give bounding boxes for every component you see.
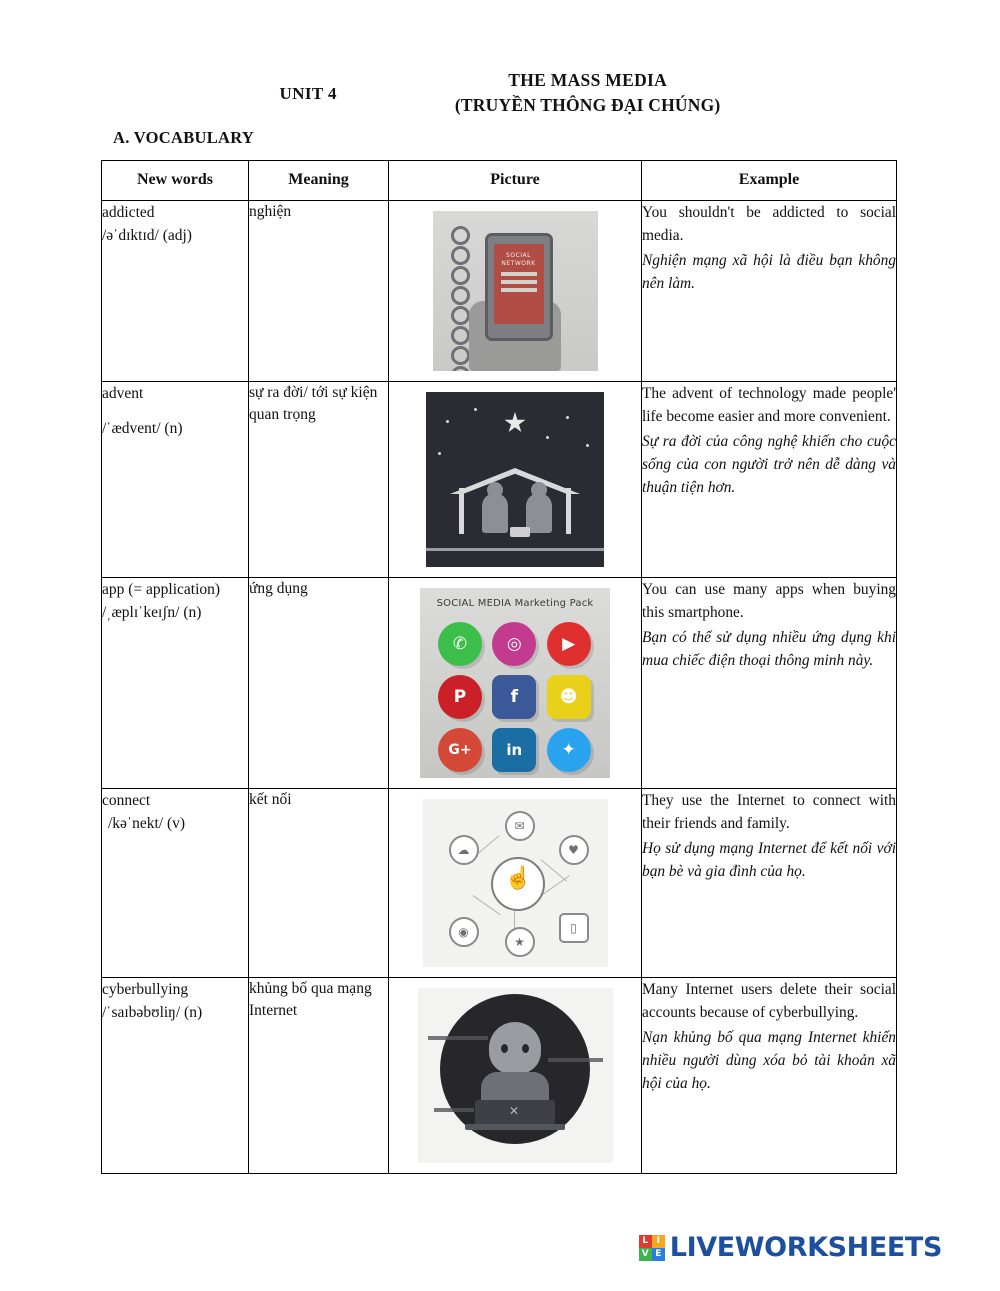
- twitter-icon: ✦: [547, 728, 591, 772]
- example-cell-app: [642, 578, 897, 789]
- page-title: [455, 68, 721, 119]
- cloud-node-icon: ☁: [449, 835, 479, 865]
- word-text: addicted: [102, 204, 155, 221]
- column-header-new-words: New words: [102, 161, 249, 201]
- word-text: advent: [102, 385, 144, 402]
- table-header-row: [102, 161, 897, 201]
- title-vietnamese: (TRUYỀN THÔNG ĐẠI CHÚNG): [454, 95, 721, 116]
- example-cell-advent: [642, 382, 897, 578]
- badge-letter-l: L: [639, 1235, 652, 1248]
- addicted-picture: [433, 211, 598, 371]
- example-vietnamese: Nghiện mạng xã hội là điều bạn không nên làm.: [642, 252, 896, 293]
- table-row: [102, 382, 897, 578]
- word-cell-addicted: [102, 201, 249, 382]
- linkedin-icon: in: [492, 728, 536, 772]
- location-node-icon: ◉: [449, 917, 479, 947]
- section-heading: A. VOCABULARY: [113, 128, 255, 147]
- example-vietnamese: Nạn khủng bố qua mạng Internet khiến nhiều người dùng xóa bỏ tài khoản xã hội của họ.: [642, 1029, 896, 1093]
- figure-right: [526, 493, 552, 533]
- table-row: [102, 789, 897, 978]
- device-node-icon: ▯: [559, 913, 589, 943]
- example-vietnamese: Bạn có thể sử dụng nhiều ứng dụng khi mua chiếc điện thoại thông minh này.: [642, 629, 896, 670]
- crib-shape: [510, 527, 530, 537]
- whatsapp-icon: ✆: [438, 622, 482, 666]
- app-picture: [420, 588, 610, 778]
- badge-letter-e: E: [652, 1248, 665, 1261]
- word-cell-cyberbullying: [102, 978, 249, 1174]
- picture-cell-advent: [389, 382, 642, 578]
- youtube-icon: ▶: [547, 622, 591, 666]
- word-text: connect: [102, 792, 151, 809]
- title-english: THE MASS MEDIA: [508, 70, 668, 90]
- unit-label: UNIT 4: [279, 84, 337, 103]
- laptop-icon: [475, 1100, 555, 1126]
- advent-picture: [426, 392, 604, 567]
- example-cell-addicted: [642, 201, 897, 382]
- word-text: app (= application): [102, 581, 221, 598]
- liveworksheets-badge-icon: [639, 1235, 665, 1261]
- example-vietnamese: Họ sử dụng mạng Internet để kết nối với bạn bè và gia đình của họ.: [642, 840, 896, 881]
- pinterest-icon: P: [438, 675, 482, 719]
- example-vietnamese: Sự ra đời của công nghệ khiến cho cuộc sống của con người trở nên dễ dàng và thuận tiện hơn.: [642, 433, 896, 497]
- word-ipa: /ˌæplɪˈkeɪʃn/ (n): [102, 604, 202, 622]
- example-english: You shouldn't be addicted to social media.: [642, 204, 896, 245]
- example-english: Many Internet users delete their social accounts because of cyberbullying.: [642, 981, 896, 1022]
- instagram-icon: ◎: [492, 622, 536, 666]
- phone-screen-text: SOCIAL NETWORK: [501, 252, 536, 267]
- table-row: [102, 978, 897, 1174]
- word-ipa: /ˈædvent/ (n): [102, 420, 183, 438]
- chain-icon: [451, 225, 469, 357]
- word-cell-advent: [102, 382, 249, 578]
- facebook-icon: f: [492, 675, 536, 719]
- example-english: They use the Internet to connect with their friends and family.: [642, 792, 896, 833]
- smartphone-icon: [485, 233, 553, 341]
- word-ipa: /ˈsaɪbəbʊliŋ/ (n): [102, 1004, 203, 1022]
- cyberbullying-picture: [418, 988, 613, 1163]
- heart-node-icon: ♥: [559, 835, 589, 865]
- liveworksheets-wordmark: LIVEWORKSHEETS: [669, 1232, 942, 1263]
- snapchat-icon: ☻: [547, 675, 591, 719]
- badge-letter-i: I: [652, 1235, 665, 1248]
- badge-letter-v: V: [639, 1248, 652, 1261]
- connect-picture: [423, 799, 608, 967]
- bottom-node-icon: ★: [505, 927, 535, 957]
- hub-cursor-icon: [491, 857, 545, 911]
- picture-cell-addicted: [389, 201, 642, 382]
- column-header-picture: Picture: [389, 161, 642, 201]
- app-icon-grid: [438, 622, 592, 772]
- page-header: [0, 68, 1000, 119]
- example-english: The advent of technology made people' life become easier and more convenient.: [642, 385, 896, 426]
- table-row: [102, 578, 897, 789]
- picture-cell-cyberbullying: [389, 978, 642, 1174]
- meaning-cell-app: ứng dụng: [249, 578, 389, 789]
- picture-cell-app: [389, 578, 642, 789]
- app-picture-caption: SOCIAL MEDIA Marketing Pack: [436, 598, 594, 609]
- meaning-cell-cyberbullying: khủng bố qua mạng Internet: [249, 978, 389, 1174]
- word-ipa: /əˈdɪktɪd/ (adj): [102, 227, 192, 245]
- word-cell-connect: [102, 789, 249, 978]
- column-header-meaning: Meaning: [249, 161, 389, 201]
- table-row: [102, 201, 897, 382]
- vocabulary-table: [101, 160, 897, 1174]
- figure-left: [482, 493, 508, 533]
- word-ipa: /kəˈnekt/ (v): [108, 815, 186, 833]
- example-cell-connect: [642, 789, 897, 978]
- google-plus-icon: G+: [438, 728, 482, 772]
- word-cell-app: [102, 578, 249, 789]
- phone-screen: [494, 244, 544, 324]
- example-cell-cyberbullying: [642, 978, 897, 1174]
- picture-cell-connect: [389, 789, 642, 978]
- liveworksheets-logo[interactable]: [639, 1232, 942, 1263]
- person-head: [489, 1022, 541, 1074]
- example-english: You can use many apps when buying this smartphone.: [642, 581, 896, 622]
- star-icon: [504, 412, 526, 434]
- word-text: cyberbullying: [102, 981, 189, 998]
- column-header-example: Example: [642, 161, 897, 201]
- meaning-cell-connect: kết nối: [249, 789, 389, 978]
- stable-roof: [450, 468, 580, 494]
- meaning-cell-addicted: nghiện: [249, 201, 389, 382]
- top-node-icon: ✉: [505, 811, 535, 841]
- meaning-cell-advent: sự ra đời/ tới sự kiện quan trọng: [249, 382, 389, 578]
